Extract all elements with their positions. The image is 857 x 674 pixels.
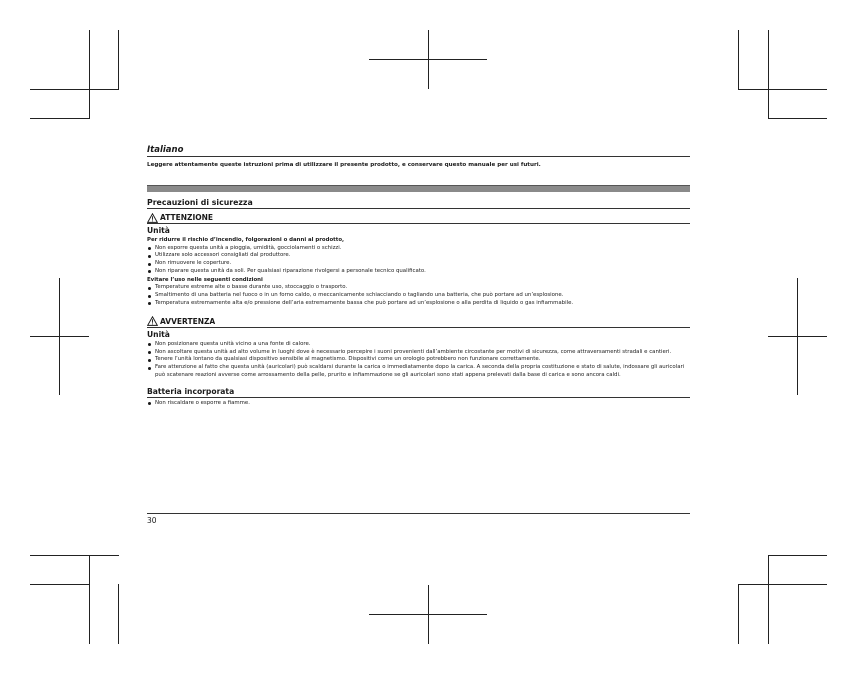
intro-text: Leggere attentamente queste istruzioni prima di utilizzare il presente prodotto, e conservare questo manuale per usi futuri. xyxy=(147,162,541,168)
divider xyxy=(147,208,690,209)
attention-subheading: Unità xyxy=(147,226,170,235)
page-number: 30 xyxy=(147,516,157,525)
list-item: Non riparare questa unità da soli. Per qualsiasi riparazione rivolgersi a personale tecnico qualificato. xyxy=(147,268,690,276)
battery-heading: Batteria incorporata xyxy=(147,386,235,396)
divider xyxy=(147,327,690,328)
safety-title: Precauzioni di sicurezza xyxy=(147,198,253,207)
list-item: Non rimuovere le coperture. xyxy=(147,260,690,268)
list-item: Fare attenzione al fatto che questa unità (auricolari) può scaldarsi durante la carica o immediatamente dopo la carica. A seconda della propria costituzione e stato di salute, indossare gli auricolari può scatenare reazioni avverse come arrossamento della pelle, prurito e infiammazione se gli auricolari sono stati appena prelevati dalla base di carica e sono ancora caldi. xyxy=(147,364,690,380)
attention-lead-1: Per ridurre il rischio d’incendio, folgorazioni o danni al prodotto, xyxy=(147,237,345,243)
list-item: Non esporre questa unità a pioggia, umidità, gocciolamenti o schizzi. xyxy=(147,245,690,253)
list-item: Temperature estreme alte o basse durante uso, stoccaggio o trasporto. xyxy=(147,284,690,292)
attention-list-1 xyxy=(147,245,690,276)
warning-triangle-icon xyxy=(147,316,158,326)
footer-rule xyxy=(147,513,690,514)
list-item: Non ascoltare questa unità ad alto volume in luoghi dove è necessario percepire i suoni provenienti dall’ambiente circostante per motivi di sicurezza, come attraversamenti stradali e cantieri. xyxy=(147,349,690,357)
list-item: Smaltimento di una batteria nel fuoco o in un forno caldo, o meccanicamente schiacciando o tagliando una batteria, che può portare ad un’esplosione. xyxy=(147,292,690,300)
warning-subheading: Unità xyxy=(147,329,170,339)
warning-heading xyxy=(147,316,690,327)
attention-heading xyxy=(147,212,690,223)
battery-list xyxy=(147,400,690,408)
divider xyxy=(147,223,690,224)
divider xyxy=(147,156,690,157)
warning-label: AVVERTENZA xyxy=(160,316,216,326)
list-item: Utilizzare solo accessori consigliati dal produttore. xyxy=(147,252,690,260)
warning-triangle-icon xyxy=(147,213,158,223)
attention-label: ATTENZIONE xyxy=(160,213,214,222)
divider xyxy=(147,397,690,398)
warning-list xyxy=(147,341,690,380)
list-item: Temperatura estremamente alta e/o pressione dell’aria estremamente bassa che può portare ad un’esplosione o alla perdita di liquido o gas infiammabile. xyxy=(147,300,690,308)
manual-page xyxy=(147,145,690,408)
section-bar xyxy=(147,185,690,192)
attention-list-2 xyxy=(147,284,690,307)
list-item: Non posizionare questa unità vicino a una fonte di calore. xyxy=(147,341,690,349)
list-item: Tenere l’unità lontano da qualsiasi dispositivo sensibile al magnetismo. Dispositivi come un orologio potrebbero non funzionare correttamente. xyxy=(147,356,690,364)
list-item: Non riscaldare o esporre a fiamme. xyxy=(147,400,690,408)
language-title: Italiano xyxy=(147,145,184,155)
attention-lead-2: Evitare l’uso nelle seguenti condizioni xyxy=(147,276,263,283)
